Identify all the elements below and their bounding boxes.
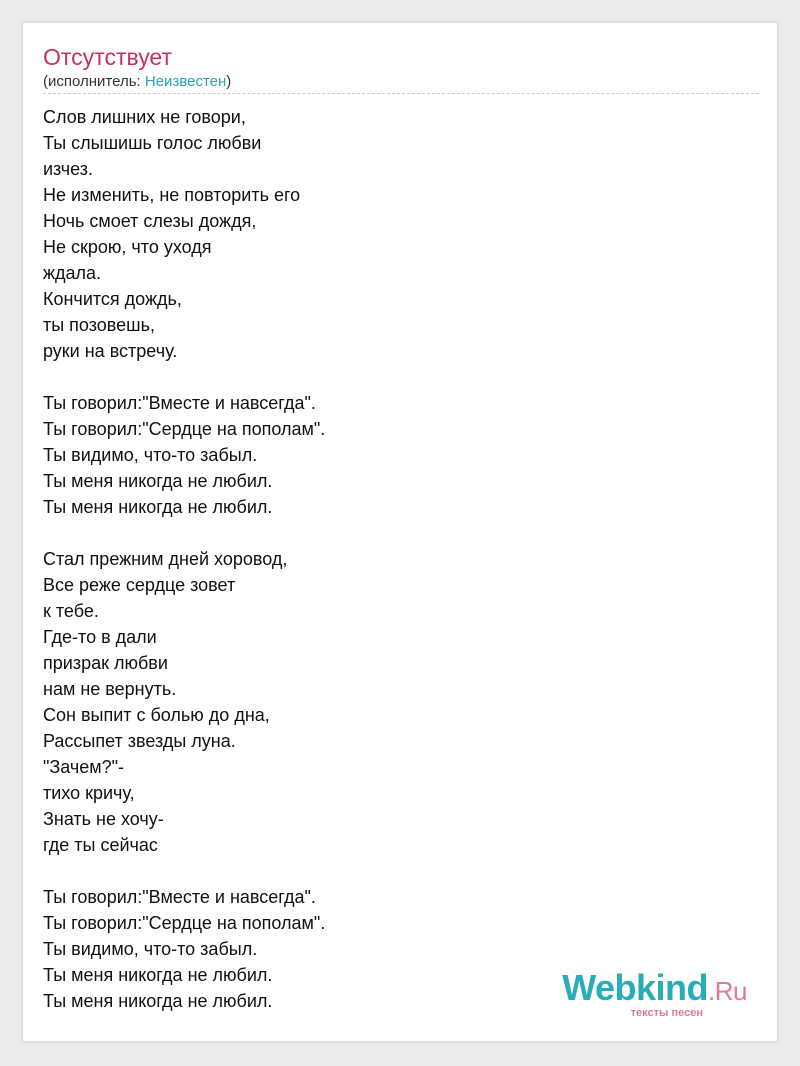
artist-suffix: ) — [226, 73, 232, 90]
artist-link[interactable]: Неизвестен — [144, 73, 227, 90]
lyric-line: Ты говорил:"Сердце на пополам". — [43, 913, 326, 933]
lyric-line: Не скрою, что уходя — [43, 237, 212, 257]
lyric-line: изчез. — [43, 159, 93, 179]
header-divider — [43, 93, 759, 94]
lyric-line: руки на встречу. — [43, 341, 178, 361]
lyrics-card — [22, 22, 778, 1042]
logo-wordmark — [562, 967, 747, 1009]
lyric-line: Ты говорил:"Сердце на пополам". — [43, 419, 326, 439]
lyric-line: Ты меня никогда не любил. — [43, 497, 273, 517]
lyric-line: Слов лишних не говори, — [43, 107, 246, 127]
lyric-line: Сон выпит с болью до дна, — [43, 705, 270, 725]
lyric-line: Ночь смоет слезы дождя, — [43, 211, 257, 231]
artist-line — [43, 73, 231, 91]
lyric-line: Где-то в дали — [43, 627, 157, 647]
lyric-line: Ты видимо, что-то забыл. — [43, 445, 258, 465]
lyric-line: призрак любви — [43, 653, 168, 673]
stanza-gap — [43, 364, 325, 390]
site-logo[interactable] — [562, 967, 747, 1019]
lyric-line: Ты слышишь голос любви — [43, 133, 262, 153]
lyric-line: Не изменить, не повторить его — [43, 185, 301, 205]
song-title: Отсутствует — [43, 44, 172, 70]
lyric-line: к тебе. — [43, 601, 99, 621]
lyric-line: Ты видимо, что-то забыл. — [43, 939, 258, 959]
logo-main-text: Webkind — [562, 967, 709, 1008]
lyric-line: Рассыпет звезды луна. — [43, 731, 236, 751]
lyrics-text — [43, 104, 325, 1014]
lyric-line: тихо кричу, — [43, 783, 135, 803]
lyric-line: нам не вернуть. — [43, 679, 177, 699]
lyric-line: ты позовешь, — [43, 315, 155, 335]
stanza-gap — [43, 858, 325, 884]
lyric-line: Ты меня никогда не любил. — [43, 965, 273, 985]
lyric-line: Ты говорил:"Вместе и навсегда". — [43, 887, 316, 907]
stanza-gap — [43, 520, 325, 546]
lyric-line: где ты сейчас — [43, 835, 158, 855]
lyric-line: Кончится дождь, — [43, 289, 182, 309]
artist-prefix: (исполнитель: — [43, 73, 145, 90]
logo-domain-suffix: .Ru — [708, 976, 747, 1006]
lyric-line: "Зачем?"- — [43, 757, 125, 777]
lyric-line: Ты говорил:"Вместе и навсегда". — [43, 393, 316, 413]
lyric-line: Ты меня никогда не любил. — [43, 991, 273, 1011]
lyric-line: ждала. — [43, 263, 102, 283]
logo-tagline: тексты песен — [630, 1007, 703, 1019]
lyric-line: Все реже сердце зовет — [43, 575, 236, 595]
lyric-line: Знать не хочу- — [43, 809, 164, 829]
lyric-line: Стал прежним дней хоровод, — [43, 549, 288, 569]
lyric-line: Ты меня никогда не любил. — [43, 471, 273, 491]
